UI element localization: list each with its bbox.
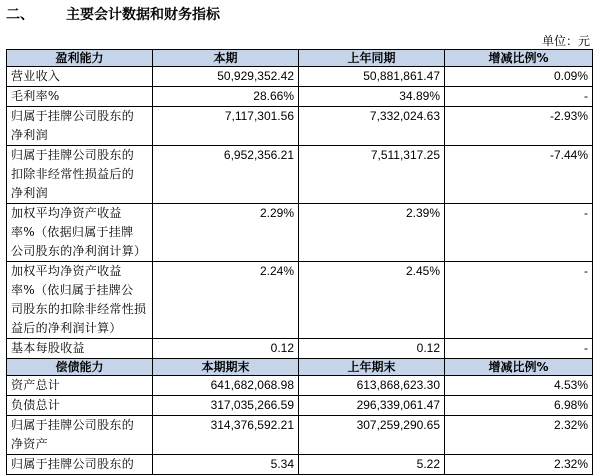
current-value: 317,035,266.59: [153, 396, 299, 416]
section-number: 二、: [6, 7, 34, 23]
table-row: [7, 339, 593, 359]
row-label: [7, 107, 153, 146]
table-row: [7, 107, 593, 146]
row-label-line: 益后的净利润计算）: [11, 321, 122, 335]
header-cell: 增减比例%: [445, 359, 593, 376]
row-label-line: 毛利率%: [11, 89, 60, 103]
current-value: 50,929,352.42: [153, 67, 299, 87]
row-label: [7, 396, 153, 416]
previous-value: 0.12: [299, 339, 445, 359]
current-value: 314,376,592.21: [153, 416, 299, 455]
previous-value: 2.45%: [299, 262, 445, 339]
change-value: -: [445, 262, 593, 339]
change-value: -7.44%: [445, 146, 593, 204]
row-label-line: 净资产: [11, 437, 48, 451]
header-cell: 偿债能力: [7, 359, 153, 376]
row-label-line: 净利润: [11, 128, 48, 142]
row-label-line: 扣除非经常性损益后的: [11, 167, 135, 181]
change-value: 4.53%: [445, 376, 593, 396]
row-label-line: 率%（依归属于挂牌公: [11, 283, 134, 297]
change-value: 2.32%: [445, 455, 593, 475]
table-row: [7, 376, 593, 396]
row-label-line: 归属于挂牌公司股东的: [11, 148, 135, 162]
current-value: 7,117,301.56: [153, 107, 299, 146]
previous-value: 307,259,290.65: [299, 416, 445, 455]
row-label-line: 营业收入: [11, 69, 61, 83]
change-value: -2.93%: [445, 107, 593, 146]
header-cell: 增减比例%: [445, 50, 593, 67]
previous-value: 34.89%: [299, 87, 445, 107]
row-label-line: 基本每股收益: [11, 341, 85, 355]
row-label-line: 归属于挂牌公司股东的: [11, 418, 135, 432]
table-row: [7, 146, 593, 204]
change-value: 0.09%: [445, 67, 593, 87]
row-label-line: 加权平均净资产收益: [11, 206, 122, 220]
row-label: [7, 416, 153, 455]
row-label-line: 加权平均净资产收益: [11, 264, 122, 278]
current-value: 2.24%: [153, 262, 299, 339]
row-label: [7, 146, 153, 204]
previous-value: 7,511,317.25: [299, 146, 445, 204]
table-row: [7, 262, 593, 339]
unit-label: 单位：元: [541, 34, 590, 48]
row-label: [7, 204, 153, 262]
current-value: 5.34: [153, 455, 299, 475]
row-label: [7, 87, 153, 107]
row-label-line: 司股东的扣除非经常性损: [11, 302, 147, 316]
table-row: [7, 204, 593, 262]
change-value: -: [445, 204, 593, 262]
financial-indicators-table: [6, 49, 593, 475]
row-label: [7, 67, 153, 87]
row-label-line: 资产总计: [11, 378, 61, 392]
row-label-line: 归属于挂牌公司股东的: [11, 457, 135, 471]
change-value: 6.98%: [445, 396, 593, 416]
table-row: [7, 67, 593, 87]
section-title: 主要会计数据和财务指标: [66, 7, 220, 23]
previous-value: 50,881,861.47: [299, 67, 445, 87]
table-row: [7, 416, 593, 455]
previous-value: 296,339,061.47: [299, 396, 445, 416]
row-label-line: 公司股东的净利润计算）: [11, 244, 147, 258]
profit-header-row: [7, 50, 593, 67]
header-cell: 盈利能力: [7, 50, 153, 67]
header-cell: 本期期末: [153, 359, 299, 376]
change-value: -: [445, 339, 593, 359]
previous-value: 7,332,024.63: [299, 107, 445, 146]
current-value: 28.66%: [153, 87, 299, 107]
row-label-line: 净利润: [11, 186, 48, 200]
table-row: [7, 87, 593, 107]
row-label-line: 负债总计: [11, 398, 61, 412]
row-label: [7, 376, 153, 396]
row-label-line: 归属于挂牌公司股东的: [11, 109, 135, 123]
current-value: 6,952,356.21: [153, 146, 299, 204]
current-value: 641,682,068.98: [153, 376, 299, 396]
change-value: 2.32%: [445, 416, 593, 455]
solvency-header-row: [7, 359, 593, 376]
header-cell: 本期: [153, 50, 299, 67]
header-cell: 上年同期: [299, 50, 445, 67]
change-value: -: [445, 87, 593, 107]
table-row: [7, 396, 593, 416]
row-label: [7, 339, 153, 359]
current-value: 2.29%: [153, 204, 299, 262]
previous-value: 613,868,623.30: [299, 376, 445, 396]
row-label: [7, 262, 153, 339]
header-cell: 上年期末: [299, 359, 445, 376]
previous-value: 5.22: [299, 455, 445, 475]
row-label-line: 率%（依据归属于挂牌: [11, 225, 134, 239]
previous-value: 2.39%: [299, 204, 445, 262]
current-value: 0.12: [153, 339, 299, 359]
section-heading: [6, 2, 220, 26]
